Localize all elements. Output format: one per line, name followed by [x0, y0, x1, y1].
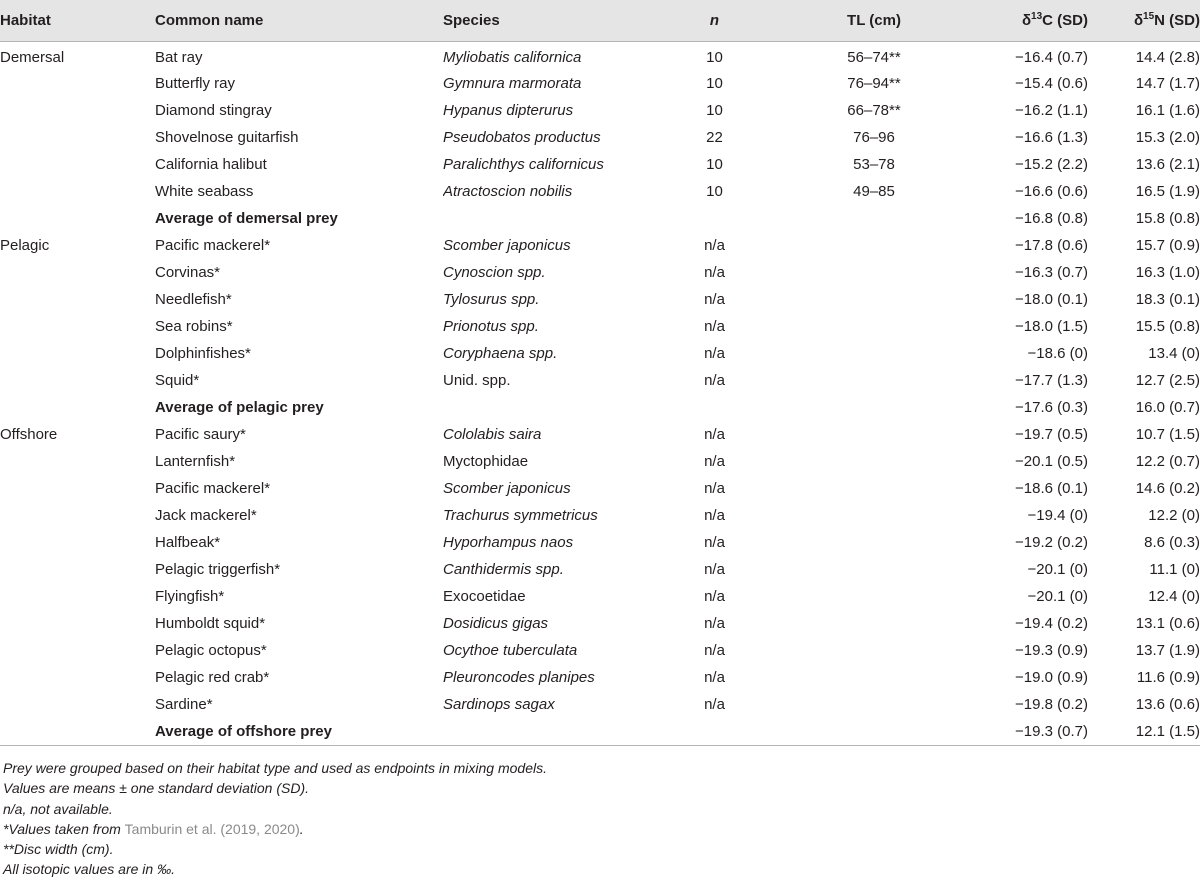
cell-d15n: 11.1 (0) — [1149, 561, 1200, 578]
cell-species — [443, 205, 640, 232]
cell-species: Atractoscion nobilis — [443, 183, 573, 200]
cell-habitat: Pelagic — [0, 237, 50, 254]
cell-common-name: Pacific mackerel* — [155, 480, 271, 497]
cell-tl — [789, 556, 959, 583]
table-row — [0, 178, 1200, 205]
cell-species: Paralichthys californicus — [443, 156, 604, 173]
cell-n: 10 — [706, 102, 723, 119]
cell-common-name: Diamond stingray — [155, 102, 272, 119]
cell-tl — [789, 502, 959, 529]
table-row — [0, 340, 1200, 367]
cell-n: n/a — [704, 237, 725, 254]
cell-habitat — [0, 259, 155, 286]
header-habitat: Habitat — [0, 0, 155, 42]
cell-d13c: −16.6 (1.3) — [1015, 129, 1088, 146]
cell-n: n/a — [704, 453, 725, 470]
cell-habitat — [0, 286, 155, 313]
cell-n: n/a — [704, 696, 725, 713]
cell-habitat — [0, 556, 155, 583]
cell-habitat: Demersal — [0, 49, 65, 66]
cell-n: n/a — [704, 588, 725, 605]
cell-n: n/a — [704, 642, 725, 659]
cell-d13c: −16.6 (0.6) — [1015, 183, 1088, 200]
cell-d13c: −19.2 (0.2) — [1015, 534, 1088, 551]
cell-tl — [789, 664, 959, 691]
cell-tl — [789, 259, 959, 286]
cell-d13c: −16.4 (0.7) — [1015, 49, 1088, 66]
header-d15n — [1088, 0, 1200, 42]
table-header — [0, 0, 1200, 42]
cell-d13c: −15.4 (0.6) — [1015, 75, 1088, 92]
cell-common-name: Needlefish* — [155, 291, 232, 308]
footnote-taken-from — [3, 819, 547, 839]
cell-tl — [789, 205, 959, 232]
header-row — [0, 0, 1200, 42]
cell-species: Coryphaena spp. — [443, 345, 558, 362]
cell-tl — [789, 286, 959, 313]
cell-d15n: 8.6 (0.3) — [1144, 534, 1200, 551]
cell-common-name: Pacific mackerel* — [155, 237, 271, 254]
cell-species: Pseudobatos productus — [443, 129, 601, 146]
cell-n: n/a — [704, 291, 725, 308]
cell-d15n: 13.4 (0) — [1148, 345, 1200, 362]
footnote-grouping: Prey were grouped based on their habitat type and used as endpoints in mixing models. — [3, 760, 548, 776]
cell-habitat — [0, 691, 155, 718]
cell-d15n: 15.8 (0.8) — [1135, 210, 1200, 227]
cell-d13c: −20.1 (0) — [1027, 561, 1088, 578]
cell-n: 10 — [706, 75, 723, 92]
table-row — [0, 610, 1200, 637]
cell-n: 10 — [706, 183, 723, 200]
cell-n: 22 — [706, 129, 723, 146]
cell-common-name: California halibut — [155, 156, 267, 173]
cell-species: Myctophidae — [443, 453, 529, 470]
table-row — [0, 475, 1200, 502]
cell-d15n: 16.5 (1.9) — [1135, 183, 1200, 200]
cell-species: Sardinops sagax — [443, 696, 555, 713]
cell-habitat — [0, 70, 155, 97]
cell-tl: 76–96 — [853, 129, 895, 146]
table-row — [0, 502, 1200, 529]
cell-d13c: −19.7 (0.5) — [1015, 426, 1088, 443]
cell-common-name: Shovelnose guitarfish — [155, 129, 299, 146]
table-row — [0, 124, 1200, 151]
cell-d15n: 14.4 (2.8) — [1135, 49, 1200, 66]
cell-n: n/a — [704, 345, 725, 362]
citation-link[interactable]: Tamburin et al. (2019, 2020) — [124, 820, 300, 837]
header-tl: TL (cm) — [789, 0, 959, 42]
cell-d15n: 14.6 (0.2) — [1135, 480, 1200, 497]
cell-tl — [789, 448, 959, 475]
cell-tl — [789, 475, 959, 502]
cell-common-name: Corvinas* — [155, 264, 221, 281]
cell-species: Hypanus dipterurus — [443, 102, 574, 119]
footnote-taken-end: . — [299, 820, 304, 837]
cell-d15n: 16.0 (0.7) — [1135, 399, 1200, 416]
cell-habitat — [0, 637, 155, 664]
cell-d13c: −19.0 (0.9) — [1015, 669, 1088, 686]
cell-d13c: −17.8 (0.6) — [1015, 237, 1088, 254]
cell-d15n: 12.2 (0.7) — [1135, 453, 1200, 470]
table-footnotes — [3, 758, 547, 880]
table-row — [0, 232, 1200, 259]
header-common-name: Common name — [155, 0, 443, 42]
cell-n: n/a — [704, 669, 725, 686]
footnote-taken-text: *Values taken from — [3, 820, 125, 837]
cell-d15n: 12.2 (0) — [1148, 507, 1200, 524]
cell-d13c: −19.4 (0.2) — [1015, 615, 1088, 632]
cell-d15n: 15.3 (2.0) — [1135, 129, 1200, 146]
cell-common-name: Average of pelagic prey — [155, 399, 324, 416]
cell-species: Canthidermis spp. — [443, 561, 564, 578]
cell-d13c: −18.0 (0.1) — [1015, 291, 1088, 308]
table-row — [0, 556, 1200, 583]
cell-common-name: Sardine* — [155, 696, 213, 713]
cell-common-name: Average of offshore prey — [155, 718, 443, 746]
cell-n — [640, 718, 789, 746]
cell-habitat — [0, 664, 155, 691]
cell-species: Scomber japonicus — [443, 237, 571, 254]
cell-species: Cynoscion spp. — [443, 264, 546, 281]
cell-habitat — [0, 475, 155, 502]
cell-d13c: −19.8 (0.2) — [1015, 696, 1088, 713]
cell-habitat — [0, 124, 155, 151]
cell-species: Dosidicus gigas — [443, 615, 549, 632]
cell-d15n: 18.3 (0.1) — [1135, 291, 1200, 308]
cell-n — [640, 205, 789, 232]
table-row — [0, 286, 1200, 313]
cell-n: n/a — [704, 372, 725, 389]
cell-d13c: −20.1 (0.5) — [1015, 453, 1088, 470]
cell-d13c: −19.4 (0) — [1027, 507, 1088, 524]
header-d13c — [959, 0, 1088, 42]
cell-common-name: Pacific saury* — [155, 426, 246, 443]
cell-species: Pleuroncodes planipes — [443, 669, 595, 686]
cell-common-name: White seabass — [155, 183, 254, 200]
cell-tl — [789, 394, 959, 421]
cell-habitat — [0, 178, 155, 205]
cell-habitat — [0, 367, 155, 394]
cell-n: n/a — [704, 318, 725, 335]
cell-d13c: −20.1 (0) — [1027, 588, 1088, 605]
cell-species — [443, 394, 640, 421]
table-row — [0, 691, 1200, 718]
cell-d13c: −17.7 (1.3) — [1015, 372, 1088, 389]
cell-common-name: Pelagic octopus* — [155, 642, 267, 659]
cell-habitat — [0, 583, 155, 610]
cell-n — [640, 394, 789, 421]
cell-d13c: −16.3 (0.7) — [1015, 264, 1088, 281]
cell-common-name: Halfbeak* — [155, 534, 221, 551]
cell-tl: 49–85 — [853, 183, 895, 200]
cell-habitat — [0, 205, 155, 232]
cell-species: Scomber japonicus — [443, 480, 571, 497]
cell-n: n/a — [704, 507, 725, 524]
average-row — [0, 205, 1200, 232]
header-d15n-delta: δ — [1133, 12, 1144, 29]
cell-habitat — [0, 610, 155, 637]
cell-species: Ocythoe tuberculata — [443, 642, 578, 659]
cell-common-name: Pelagic red crab* — [155, 669, 270, 686]
cell-n: n/a — [704, 534, 725, 551]
cell-d13c: −19.3 (0.9) — [1015, 642, 1088, 659]
header-d15n-rest: N (SD) — [1154, 12, 1200, 29]
cell-d13c: −19.3 (0.7) — [959, 718, 1088, 746]
cell-tl — [789, 232, 959, 259]
header-species: Species — [443, 0, 640, 42]
cell-species: Unid. spp. — [443, 372, 511, 389]
cell-d15n: 12.1 (1.5) — [1088, 718, 1200, 746]
footnote-values: Values are means ± one standard deviation (SD). — [3, 780, 309, 797]
average-row — [0, 718, 1200, 746]
cell-n: 10 — [706, 156, 723, 173]
cell-habitat — [0, 502, 155, 529]
cell-tl — [789, 340, 959, 367]
header-d13c-delta: δ — [1021, 12, 1032, 29]
cell-d13c: −16.2 (1.1) — [1015, 102, 1088, 119]
table-row — [0, 259, 1200, 286]
cell-common-name: Butterfly ray — [155, 75, 236, 92]
cell-n: 10 — [706, 49, 723, 66]
cell-species: Tylosurus spp. — [443, 291, 540, 308]
cell-d13c: −15.2 (2.2) — [1015, 156, 1088, 173]
cell-tl — [789, 421, 959, 448]
cell-tl — [789, 610, 959, 637]
average-row — [0, 394, 1200, 421]
cell-habitat — [0, 97, 155, 124]
cell-d15n: 12.4 (0) — [1148, 588, 1200, 605]
table-row — [0, 448, 1200, 475]
table-row — [0, 367, 1200, 394]
cell-d15n: 15.7 (0.9) — [1135, 237, 1200, 254]
cell-n: n/a — [704, 480, 725, 497]
cell-d15n: 13.6 (2.1) — [1135, 156, 1200, 173]
cell-common-name: Pelagic triggerfish* — [155, 561, 281, 578]
cell-tl — [789, 583, 959, 610]
cell-common-name: Lanternfish* — [155, 453, 236, 470]
cell-d15n: 11.6 (0.9) — [1136, 669, 1200, 686]
cell-common-name: Humboldt squid* — [155, 615, 266, 632]
cell-d13c: −16.8 (0.8) — [1015, 210, 1088, 227]
cell-common-name: Dolphinfishes* — [155, 345, 251, 362]
cell-n: n/a — [704, 615, 725, 632]
cell-habitat — [0, 151, 155, 178]
table-row — [0, 529, 1200, 556]
cell-species: Cololabis saira — [443, 426, 542, 443]
footnote-permil: All isotopic values are in ‰. — [3, 861, 175, 878]
cell-d13c: −18.0 (1.5) — [1015, 318, 1088, 335]
cell-species — [443, 718, 640, 746]
cell-d13c: −18.6 (0.1) — [1015, 480, 1088, 497]
table-row — [0, 313, 1200, 340]
header-n: n — [640, 0, 789, 42]
cell-tl: 56–74** — [847, 49, 901, 66]
header-d13c-sup: 13 — [1031, 11, 1043, 22]
cell-tl — [789, 691, 959, 718]
footnote-na: n/a, not available. — [3, 800, 113, 817]
cell-species: Hyporhampus naos — [443, 534, 574, 551]
cell-common-name: Sea robins* — [155, 318, 233, 335]
header-d13c-rest: C (SD) — [1042, 12, 1088, 29]
cell-n: n/a — [704, 561, 725, 578]
cell-d15n: 13.6 (0.6) — [1135, 696, 1200, 713]
cell-tl — [789, 718, 959, 746]
cell-tl: 53–78 — [853, 156, 895, 173]
cell-habitat — [0, 718, 155, 746]
cell-habitat — [0, 394, 155, 421]
table-row — [0, 664, 1200, 691]
cell-common-name: Squid* — [155, 372, 200, 389]
cell-common-name: Average of demersal prey — [155, 210, 338, 227]
cell-habitat — [0, 448, 155, 475]
cell-n: n/a — [704, 264, 725, 281]
cell-common-name: Jack mackerel* — [155, 507, 257, 524]
table-body — [0, 42, 1200, 746]
cell-d15n: 16.1 (1.6) — [1135, 102, 1200, 119]
cell-common-name: Bat ray — [155, 49, 203, 66]
table-row — [0, 97, 1200, 124]
table-row — [0, 151, 1200, 178]
cell-species: Exocoetidae — [443, 588, 526, 605]
cell-tl: 66–78** — [847, 102, 901, 119]
cell-species: Myliobatis californica — [443, 49, 582, 66]
table-row — [0, 421, 1200, 448]
cell-d15n: 13.1 (0.6) — [1135, 615, 1200, 632]
cell-tl — [789, 529, 959, 556]
cell-d15n: 14.7 (1.7) — [1135, 75, 1200, 92]
cell-habitat — [0, 313, 155, 340]
table-row — [0, 42, 1200, 71]
cell-d15n: 12.7 (2.5) — [1135, 372, 1200, 389]
cell-d15n: 13.7 (1.9) — [1135, 642, 1200, 659]
cell-tl — [789, 313, 959, 340]
cell-d15n: 16.3 (1.0) — [1135, 264, 1200, 281]
cell-species: Prionotus spp. — [443, 318, 539, 335]
cell-habitat: Offshore — [0, 426, 58, 443]
cell-species: Gymnura marmorata — [443, 75, 582, 92]
header-d15n-sup: 15 — [1143, 11, 1155, 22]
cell-species: Trachurus symmetricus — [443, 507, 598, 524]
cell-tl — [789, 367, 959, 394]
cell-common-name: Flyingfish* — [155, 588, 225, 605]
table-row — [0, 70, 1200, 97]
cell-habitat — [0, 529, 155, 556]
cell-d13c: −18.6 (0) — [1027, 345, 1088, 362]
cell-tl — [789, 637, 959, 664]
cell-n: n/a — [704, 426, 725, 443]
cell-d15n: 10.7 (1.5) — [1135, 426, 1200, 443]
footnote-disc-width: **Disc width (cm). — [3, 841, 114, 858]
cell-habitat — [0, 340, 155, 367]
table-row — [0, 637, 1200, 664]
table-row — [0, 583, 1200, 610]
cell-d15n: 15.5 (0.8) — [1135, 318, 1200, 335]
cell-d13c: −17.6 (0.3) — [1015, 399, 1088, 416]
cell-tl: 76–94** — [847, 75, 901, 92]
